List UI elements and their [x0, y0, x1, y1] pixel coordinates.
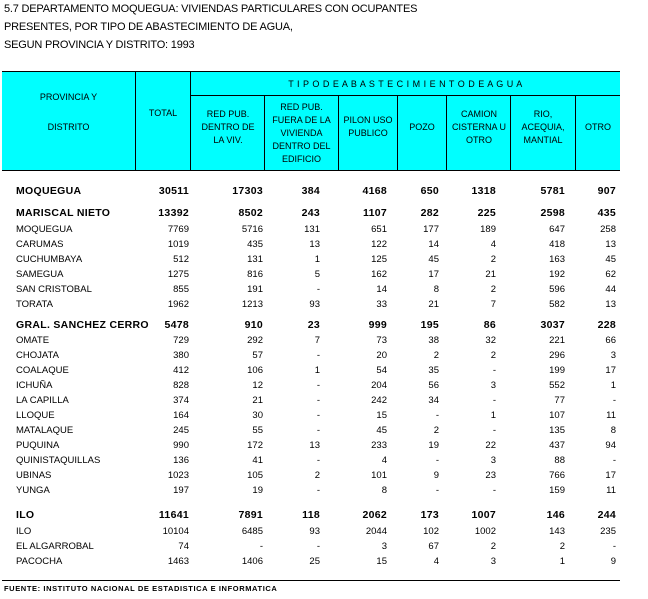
cell-red-dentro: 17303 [232, 185, 263, 197]
cell-red-dentro: 19 [252, 485, 263, 496]
province-row [2, 508, 620, 523]
cell-rio: 766 [549, 470, 565, 481]
row-name: ICHUÑA [16, 380, 53, 391]
cell-total: 74 [178, 541, 189, 552]
cell-rio: 437 [549, 440, 565, 451]
cell-camion: 4 [490, 239, 496, 250]
cell-red-fuera: 25 [309, 556, 320, 567]
cell-total: 1463 [167, 556, 189, 567]
table-row [2, 282, 620, 297]
header-red-fuera: RED PUB. FUERA DE LA VIVIENDA DENTRO DEL EDIFICIO [272, 102, 331, 164]
header-pozo: POZO [409, 121, 435, 132]
cell-camion: - [492, 395, 496, 406]
cell-pilon: 3 [381, 541, 387, 552]
cell-otro: 17 [605, 365, 616, 376]
cell-red-dentro: 172 [247, 440, 263, 451]
cell-red-fuera: - [316, 410, 320, 421]
cell-pozo: 67 [428, 541, 439, 552]
cell-pilon: 14 [376, 284, 387, 295]
cell-total: 512 [173, 254, 189, 265]
cell-red-fuera: 13 [309, 239, 320, 250]
cell-red-dentro: 6485 [241, 526, 263, 537]
cell-total: 5478 [164, 319, 189, 331]
cell-red-fuera: 2 [314, 470, 320, 481]
cell-camion: 86 [483, 319, 496, 331]
cell-pilon: 204 [371, 380, 387, 391]
header-tipo-group: T I P O D E A B A S T E C I M I E N T O D E A G U A [288, 78, 523, 89]
title-line-3: SEGUN PROVINCIA Y DISTRITO: 1993 [4, 39, 195, 51]
table-row [2, 348, 620, 363]
cell-red-dentro: 7891 [238, 509, 263, 521]
cell-rio: 107 [549, 410, 565, 421]
cell-pilon: 651 [371, 224, 387, 235]
cell-red-fuera: 13 [309, 440, 320, 451]
cell-red-fuera: 384 [301, 185, 320, 197]
cell-red-fuera: - [316, 395, 320, 406]
cell-pilon: 15 [376, 410, 387, 421]
cell-red-fuera: - [316, 541, 320, 552]
cell-red-fuera: 5 [314, 269, 320, 280]
cell-red-fuera: 23 [307, 319, 320, 331]
bottom-divider [2, 580, 620, 581]
row-name: QUINISTAQUILLAS [16, 455, 101, 466]
cell-rio: 3037 [540, 319, 565, 331]
cell-red-fuera: 93 [309, 299, 320, 310]
cell-red-dentro: 57 [252, 350, 263, 361]
cell-red-dentro: 1406 [241, 556, 263, 567]
cell-pilon: 242 [371, 395, 387, 406]
table-row [2, 423, 620, 438]
table-row [2, 297, 620, 312]
cell-camion: - [492, 485, 496, 496]
cell-red-fuera: - [316, 284, 320, 295]
cell-otro: 8 [610, 425, 616, 436]
cell-otro: 66 [605, 335, 616, 346]
header-camion: CAMION CISTERNA U OTRO [451, 108, 506, 145]
source-note: FUENTE: INSTITUTO NACIONAL DE ESTADISTICA E INFORMATICA [4, 584, 278, 593]
cell-pilon: 33 [376, 299, 387, 310]
cell-pozo: 102 [423, 526, 439, 537]
cell-total: 380 [173, 350, 189, 361]
cell-rio: 296 [549, 350, 565, 361]
cell-pozo: 195 [420, 319, 439, 331]
cell-rio: 88 [554, 455, 565, 466]
cell-pozo: - [435, 485, 439, 496]
cell-red-dentro: 292 [247, 335, 263, 346]
cell-red-dentro: 41 [252, 455, 263, 466]
cell-pozo: 8 [433, 284, 439, 295]
header-pilon: PILON USO PUBLICO [343, 115, 393, 138]
cell-red-dentro: 816 [247, 269, 263, 280]
cell-total: 11641 [158, 509, 189, 521]
cell-otro: 62 [605, 269, 616, 280]
cell-camion: 23 [485, 470, 496, 481]
cell-rio: 199 [549, 365, 565, 376]
cell-red-fuera: 93 [309, 526, 320, 537]
cell-pilon: 1107 [363, 207, 387, 219]
cell-red-dentro: 8502 [238, 207, 263, 219]
cell-pozo: 173 [420, 509, 439, 521]
cell-total: 828 [173, 380, 189, 391]
cell-camion: 1002 [474, 526, 496, 537]
table-row [2, 483, 620, 498]
cell-otro: 435 [597, 207, 616, 219]
cell-pozo: 17 [428, 269, 439, 280]
table-header [2, 71, 620, 171]
row-name: OMATE [16, 335, 50, 346]
cell-rio: 5781 [540, 185, 565, 197]
cell-pozo: 34 [428, 395, 439, 406]
cell-otro: 235 [600, 526, 616, 537]
province-row [2, 184, 620, 199]
cell-camion: 2 [490, 254, 496, 265]
cell-otro: 907 [597, 185, 616, 197]
cell-otro: 1 [610, 380, 616, 391]
cell-red-dentro: 435 [247, 239, 263, 250]
cell-pilon: 2062 [362, 509, 387, 521]
cell-rio: 135 [549, 425, 565, 436]
cell-total: 1023 [167, 470, 189, 481]
cell-camion: - [492, 365, 496, 376]
cell-red-fuera: 118 [302, 509, 320, 521]
cell-pozo: 21 [428, 299, 439, 310]
cell-rio: 418 [549, 239, 565, 250]
cell-red-dentro: 106 [247, 365, 263, 376]
cell-rio: 192 [549, 269, 565, 280]
cell-rio: 2 [559, 541, 565, 552]
cell-red-dentro: 12 [252, 380, 263, 391]
cell-red-fuera: - [316, 455, 320, 466]
cell-total: 1962 [167, 299, 189, 310]
cell-red-dentro: 55 [252, 425, 263, 436]
table-row [2, 468, 620, 483]
cell-camion: 1007 [471, 509, 496, 521]
cell-total: 1019 [167, 239, 189, 250]
cell-total: 136 [173, 455, 189, 466]
row-name: LLOQUE [16, 410, 55, 421]
cell-pilon: 4168 [362, 185, 387, 197]
cell-pilon: 45 [376, 425, 387, 436]
cell-otro: - [612, 395, 616, 406]
row-name: SAN CRISTOBAL [16, 284, 92, 295]
cell-pozo: 45 [428, 254, 439, 265]
cell-red-dentro: 105 [247, 470, 263, 481]
table-row [2, 539, 620, 554]
row-name: CARUMAS [16, 239, 64, 250]
cell-otro: 94 [605, 440, 616, 451]
table-row [2, 363, 620, 378]
cell-red-dentro: 5716 [241, 224, 263, 235]
cell-pozo: 177 [423, 224, 439, 235]
cell-rio: 143 [549, 526, 565, 537]
row-name: ILO [16, 526, 32, 537]
cell-red-fuera: 7 [314, 335, 320, 346]
cell-pozo: 14 [428, 239, 439, 250]
cell-total: 13392 [158, 207, 189, 219]
row-name: MOQUEGUA [16, 185, 82, 197]
table-row [2, 524, 620, 539]
header-otro: OTRO [585, 121, 611, 132]
cell-rio: 163 [549, 254, 565, 265]
cell-camion: 3 [490, 455, 496, 466]
cell-red-fuera: - [316, 485, 320, 496]
cell-camion: 7 [490, 299, 496, 310]
cell-pilon: 162 [371, 269, 387, 280]
cell-rio: 77 [554, 395, 565, 406]
cell-total: 990 [173, 440, 189, 451]
title-line-1: 5.7 DEPARTAMENTO MOQUEGUA: VIVIENDAS PARTICULARES CON OCUPANTES [4, 3, 418, 15]
cell-rio: 596 [549, 284, 565, 295]
cell-total: 374 [173, 395, 189, 406]
table-row [2, 222, 620, 237]
cell-camion: 1 [490, 410, 496, 421]
cell-total: 729 [173, 335, 189, 346]
cell-pozo: 2 [433, 425, 439, 436]
cell-otro: 244 [597, 509, 616, 521]
row-name: MATALAQUE [16, 425, 74, 436]
row-name: GRAL. SANCHEZ CERRO [16, 319, 149, 331]
cell-total: 412 [173, 365, 189, 376]
cell-red-dentro: 910 [244, 319, 263, 331]
cell-pilon: 101 [371, 470, 387, 481]
cell-pozo: 19 [428, 440, 439, 451]
cell-red-fuera: - [316, 425, 320, 436]
cell-pilon: 8 [381, 485, 387, 496]
cell-otro: 3 [610, 350, 616, 361]
cell-red-fuera: 131 [304, 224, 320, 235]
cell-red-dentro: 191 [247, 284, 263, 295]
cell-rio: 2598 [540, 207, 565, 219]
cell-camion: 189 [480, 224, 496, 235]
cell-otro: - [612, 455, 616, 466]
row-name: MARISCAL NIETO [16, 207, 111, 219]
header-total: TOTAL [148, 108, 178, 118]
cell-camion: 2 [490, 541, 496, 552]
table-row [2, 267, 620, 282]
cell-red-fuera: - [316, 380, 320, 391]
cell-camion: 225 [477, 207, 496, 219]
row-name: COALAQUE [16, 365, 69, 376]
row-name: TORATA [16, 299, 53, 310]
cell-rio: 221 [549, 335, 565, 346]
cell-pilon: 54 [376, 365, 387, 376]
cell-rio: 159 [549, 485, 565, 496]
cell-rio: 1 [559, 556, 565, 567]
cell-otro: 11 [606, 410, 616, 421]
cell-camion: 2 [490, 284, 496, 295]
row-name: EL ALGARROBAL [16, 541, 94, 552]
table-row [2, 252, 620, 267]
header-rio: RIO, ACEQUIA, MANTIAL [521, 108, 565, 145]
row-name: YUNGA [16, 485, 50, 496]
cell-pozo: 9 [433, 470, 439, 481]
cell-pilon: 4 [381, 455, 387, 466]
cell-total: 10104 [162, 526, 189, 537]
cell-pilon: 20 [376, 350, 387, 361]
row-name: ILO [16, 509, 35, 521]
table-row [2, 393, 620, 408]
row-name: PACOCHA [16, 556, 63, 567]
cell-red-fuera: - [316, 350, 320, 361]
cell-red-fuera: 1 [314, 365, 320, 376]
cell-otro: 17 [605, 470, 616, 481]
cell-otro: 13 [605, 299, 616, 310]
cell-pozo: 56 [428, 380, 439, 391]
header-red-dentro: RED PUB. DENTRO DE LA VIV. [201, 108, 255, 145]
cell-total: 7769 [167, 224, 189, 235]
row-name: MOQUEGUA [16, 224, 73, 235]
cell-pilon: 73 [376, 335, 387, 346]
cell-red-fuera: 243 [301, 207, 320, 219]
row-name: PUQUINA [16, 440, 60, 451]
cell-pozo: 2 [433, 350, 439, 361]
cell-pilon: 125 [371, 254, 387, 265]
cell-camion: 22 [485, 440, 496, 451]
cell-total: 245 [173, 425, 189, 436]
cell-red-dentro: 30 [252, 410, 263, 421]
table-row [2, 453, 620, 468]
cell-red-dentro: 1213 [241, 299, 263, 310]
cell-rio: 146 [546, 509, 565, 521]
cell-camion: 32 [485, 335, 496, 346]
cell-total: 1275 [167, 269, 189, 280]
cell-pilon: 999 [368, 319, 387, 331]
cell-red-dentro: - [259, 541, 263, 552]
cell-camion: 2 [490, 350, 496, 361]
cell-pozo: - [435, 455, 439, 466]
cell-pilon: 15 [376, 556, 387, 567]
table-row [2, 408, 620, 423]
header-provincia: PROVINCIA Y [39, 92, 98, 102]
cell-pozo: 38 [428, 335, 439, 346]
title-line-2: PRESENTES, POR TIPO DE ABASTECIMIENTO DE AGUA, [4, 21, 293, 33]
cell-camion: 3 [490, 556, 496, 567]
cell-pozo: 4 [433, 556, 439, 567]
cell-total: 855 [173, 284, 189, 295]
cell-otro: 44 [605, 284, 616, 295]
row-name: UBINAS [16, 470, 52, 481]
table-row [2, 438, 620, 453]
cell-rio: 552 [549, 380, 565, 391]
cell-rio: 582 [549, 299, 565, 310]
cell-camion: 3 [490, 380, 496, 391]
cell-pilon: 233 [371, 440, 387, 451]
cell-otro: 45 [605, 254, 616, 265]
province-row [2, 206, 620, 221]
cell-red-dentro: 21 [252, 395, 263, 406]
cell-red-dentro: 131 [247, 254, 263, 265]
row-name: SAMEGUA [16, 269, 64, 280]
cell-otro: - [612, 541, 616, 552]
cell-camion: - [492, 425, 496, 436]
cell-pozo: 35 [428, 365, 439, 376]
row-name: LA CAPILLA [16, 395, 69, 406]
cell-total: 30511 [158, 185, 189, 197]
table-row [2, 378, 620, 393]
cell-otro: 9 [610, 556, 616, 567]
cell-rio: 647 [549, 224, 565, 235]
cell-otro: 13 [605, 239, 616, 250]
cell-otro: 258 [600, 224, 616, 235]
header-distrito: DISTRITO [47, 122, 90, 132]
row-name: CUCHUMBAYA [16, 254, 83, 265]
cell-pozo: - [435, 410, 439, 421]
cell-pozo: 650 [420, 185, 439, 197]
cell-otro: 228 [597, 319, 616, 331]
table-row [2, 554, 620, 569]
table-row [2, 237, 620, 252]
row-name: CHOJATA [16, 350, 59, 361]
province-row [2, 318, 620, 333]
cell-otro: 11 [606, 485, 616, 496]
cell-pilon: 122 [371, 239, 387, 250]
cell-pozo: 282 [420, 207, 439, 219]
cell-total: 197 [173, 485, 189, 496]
cell-red-fuera: 1 [314, 254, 320, 265]
table-row [2, 333, 620, 348]
cell-camion: 21 [485, 269, 496, 280]
cell-camion: 1318 [471, 185, 496, 197]
cell-total: 164 [173, 410, 189, 421]
cell-pilon: 2044 [365, 526, 387, 537]
